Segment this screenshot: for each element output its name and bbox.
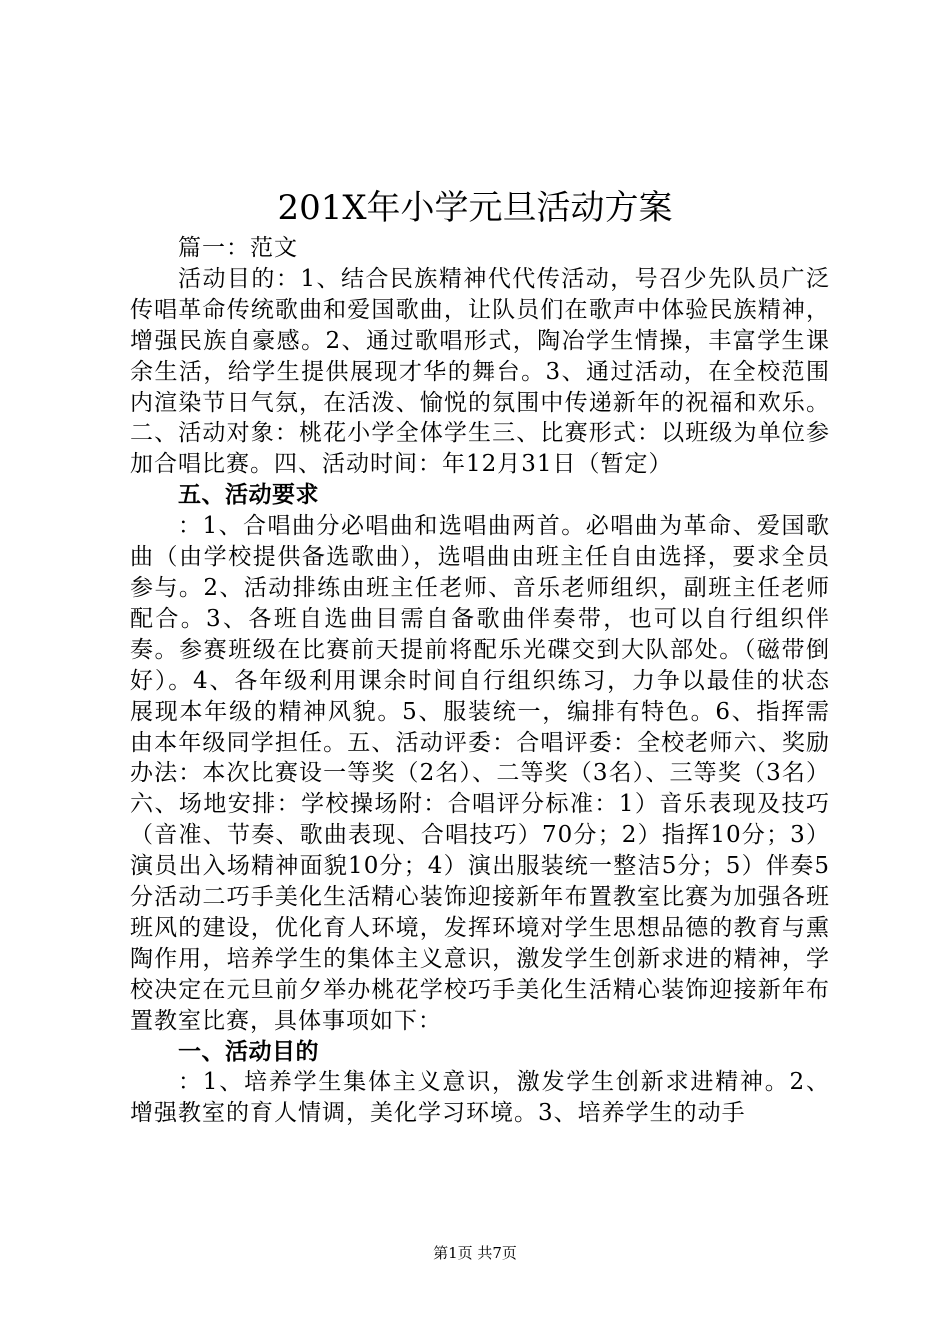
page-number-footer: 第1页 共7页 xyxy=(433,1244,517,1262)
document-title: 201X年小学元旦活动方案 xyxy=(277,188,673,228)
section-heading-requirements: 五、活动要求 xyxy=(178,482,319,509)
paragraph-requirements: ：1、合唱曲分必唱曲和选唱曲两首。必唱曲为革命、爱国歌曲（由学校提供备选歌曲），选唱曲由班主任自由选择，要求全员参与。2、活动排练由班主任老师、音乐老师组织，副班主任老师配合。3、各班自选曲目需自备歌曲伴奏带，也可以自行组织伴奏。参赛班级在比赛前天提前将配乐光碟交到大队部处。（磁带倒好）。4、各年级利用课余时间自行组织练习，力争以最佳的状态展现本年级的精神风貌。5、服装统一，编排有特色。6、指挥需由本年级同学担任。五、活动评委：合唱评委：全校老师六、奖励办法：本次比赛设一等奖（2名）、二等奖（3名）、三等奖（3名）六、场地安排：学校操场附：合唱评分标准：1）音乐表现及技巧（音准、节奏、歌曲表现、合唱技巧）70分；2）指挥10分；3）演员出入场精神面貌10分；4）演出服装统一整洁5分；5）伴奏5分活动二巧手美化生活精心装饰迎接新年布置教室比赛为加强各班班风的建设，优化育人环境，发挥环境对学生思想品德的教育与熏陶作用，培养学生的集体主义意识，激发学生创新求进的精神，学校决定在元旦前夕举办桃花学校巧手美化生活精心装饰迎接新年布置教室比赛，具体事项如下： xyxy=(130,513,830,1034)
paragraph-activity-purpose: 活动目的：1、结合民族精神代代传活动，号召少先队员广泛传唱革命传统歌曲和爱国歌曲，让队员们在歌声中体验民族精神，增强民族自豪感。2、通过歌唱形式，陶冶学生情操，丰富学生课余生活，给学生提供展现才华的舞台。3、通过活动，在全校范围内渲染节日气氛，在活泼、愉悦的氛围中传递新年的祝福和欢乐。二、活动对象：桃花小学全体学生三、比赛形式：以班级为单位参加合唱比赛。四、活动时间：年12月31日（暂定） xyxy=(130,265,830,478)
document-body xyxy=(130,233,830,1129)
paragraph-intro-label: 篇一：范文 xyxy=(178,235,298,261)
paragraph-purpose: ：1、培养学生集体主义意识，激发学生创新求进精神。2、增强教室的育人情调，美化学习环境。3、培养学生的动手 xyxy=(130,1069,830,1127)
section-heading-purpose: 一、活动目的 xyxy=(178,1038,319,1065)
